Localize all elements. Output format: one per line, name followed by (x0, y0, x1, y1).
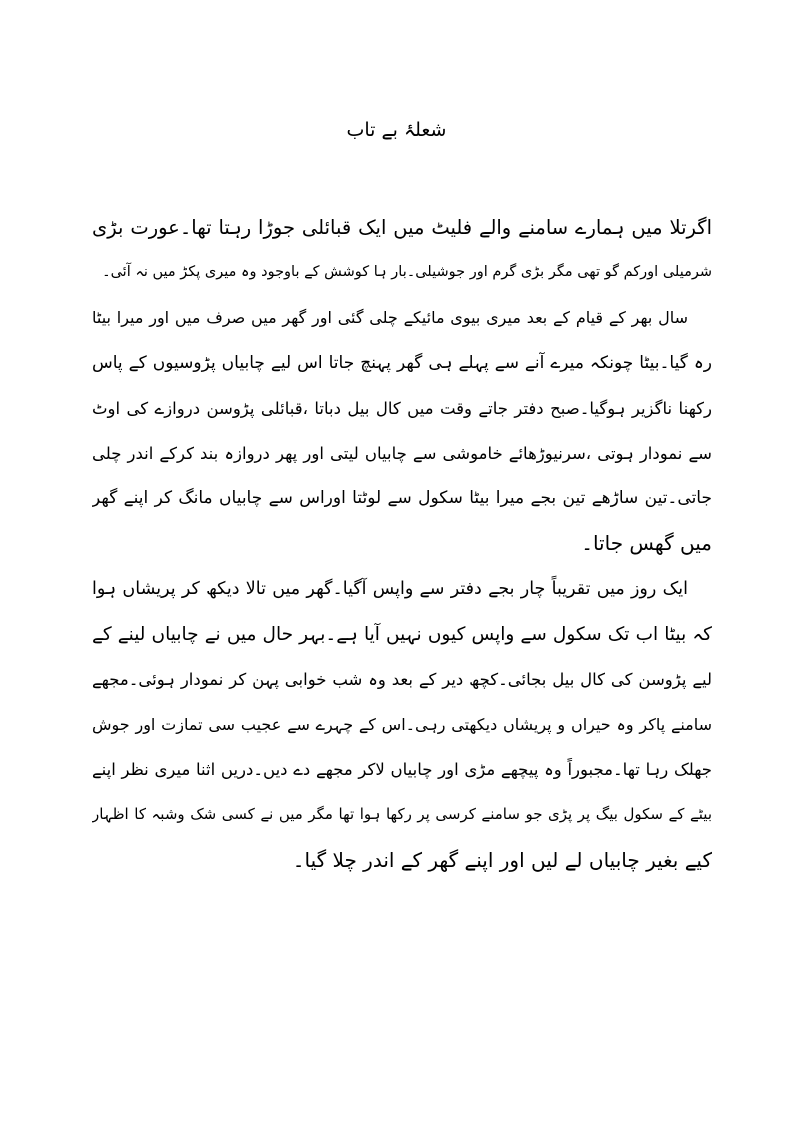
text-line: شرمیلی اورکم گو تھی مگر بڑی گرم اور جوشیلی۔بار ہا کوشش کے باوجود وہ میری پکڑ میں نہ آئی۔ (102, 264, 712, 281)
text-line: سے نمودار ہوتی ،سرنیوڑھائے خاموشی سے چابیاں لیتی اور پھر دروازہ بند کرکے اندر چلی (92, 443, 712, 463)
paragraph (92, 295, 712, 566)
text-line: اگرتلا میں ہمارے سامنے والے فلیٹ میں ایک قبائلی جوڑا رہتا تھا۔عورت بڑی (92, 216, 712, 239)
text-line: رکھنا ناگزیر ہوگیا۔صبح دفتر جاتے وقت میں کال بیل دباتا ،قبائلی پڑوسن دروازے کی اوٹ (92, 398, 712, 418)
story-title: شعلۂ بے تاب (346, 119, 447, 141)
text-line: کہ بیٹا اب تک سکول سے واپس کیوں نہیں آیا ہے۔بہر حال میں نے چابیاں لینے کے (92, 623, 712, 645)
text-line: جاتی۔تین ساڑھے تین بجے میرا بیٹا سکول سے لوٹتا اوراس سے چابیاں مانگ کر اپنے گھر (92, 488, 712, 509)
text-line: کیے بغیر چابیاں لے لیں اور اپنے گھر کے اندر چلا گیا۔ (292, 847, 712, 872)
text-line: ایک روز میں تقریباً چار بجے دفتر سے واپس آگیا۔گھر میں تالا دیکھ کر پریشاں ہوا (92, 578, 688, 599)
text-line: سامنے پاکر وہ حیراں و پریشاں دیکھتی رہی۔اس کے چہرے سے عجیب سی تمازت اور جوش (92, 715, 712, 735)
paragraph (92, 205, 712, 295)
text-line: بیٹے کے سکول بیگ پر پڑی جو سامنے کرسی پر رکھا ہوا تھا مگر میں نے کسی شک وشبہ کا اظہار (92, 805, 712, 824)
text-line: سال بھر کے قیام کے بعد میری بیوی مائیکے چلی گئی اور گھر میں صرف میں اور میرا بیٹا (92, 308, 688, 328)
paragraph (92, 567, 712, 883)
text-line: رہ گیا۔بیٹا چونکہ میرے آنے سے پہلے ہی گھر پہنچ جاتا اس لیے چابیاں پڑوسیوں کے پاس (92, 352, 712, 373)
text-line: جھلک رہا تھا۔مجبوراً وہ پیچھے مڑی اور چابیاں لاکر مجھے دے دیں۔دریں اثنا میری نظر اپنے (92, 760, 712, 780)
text-line: میں گھس جاتا۔ (581, 531, 712, 556)
story-body (92, 205, 712, 883)
text-line: لیے پڑوسن کی کال بیل بجائی۔کچھ دیر کے بعد وہ شب خوابی پہن کر نمودار ہوئی۔مجھے (92, 669, 712, 689)
